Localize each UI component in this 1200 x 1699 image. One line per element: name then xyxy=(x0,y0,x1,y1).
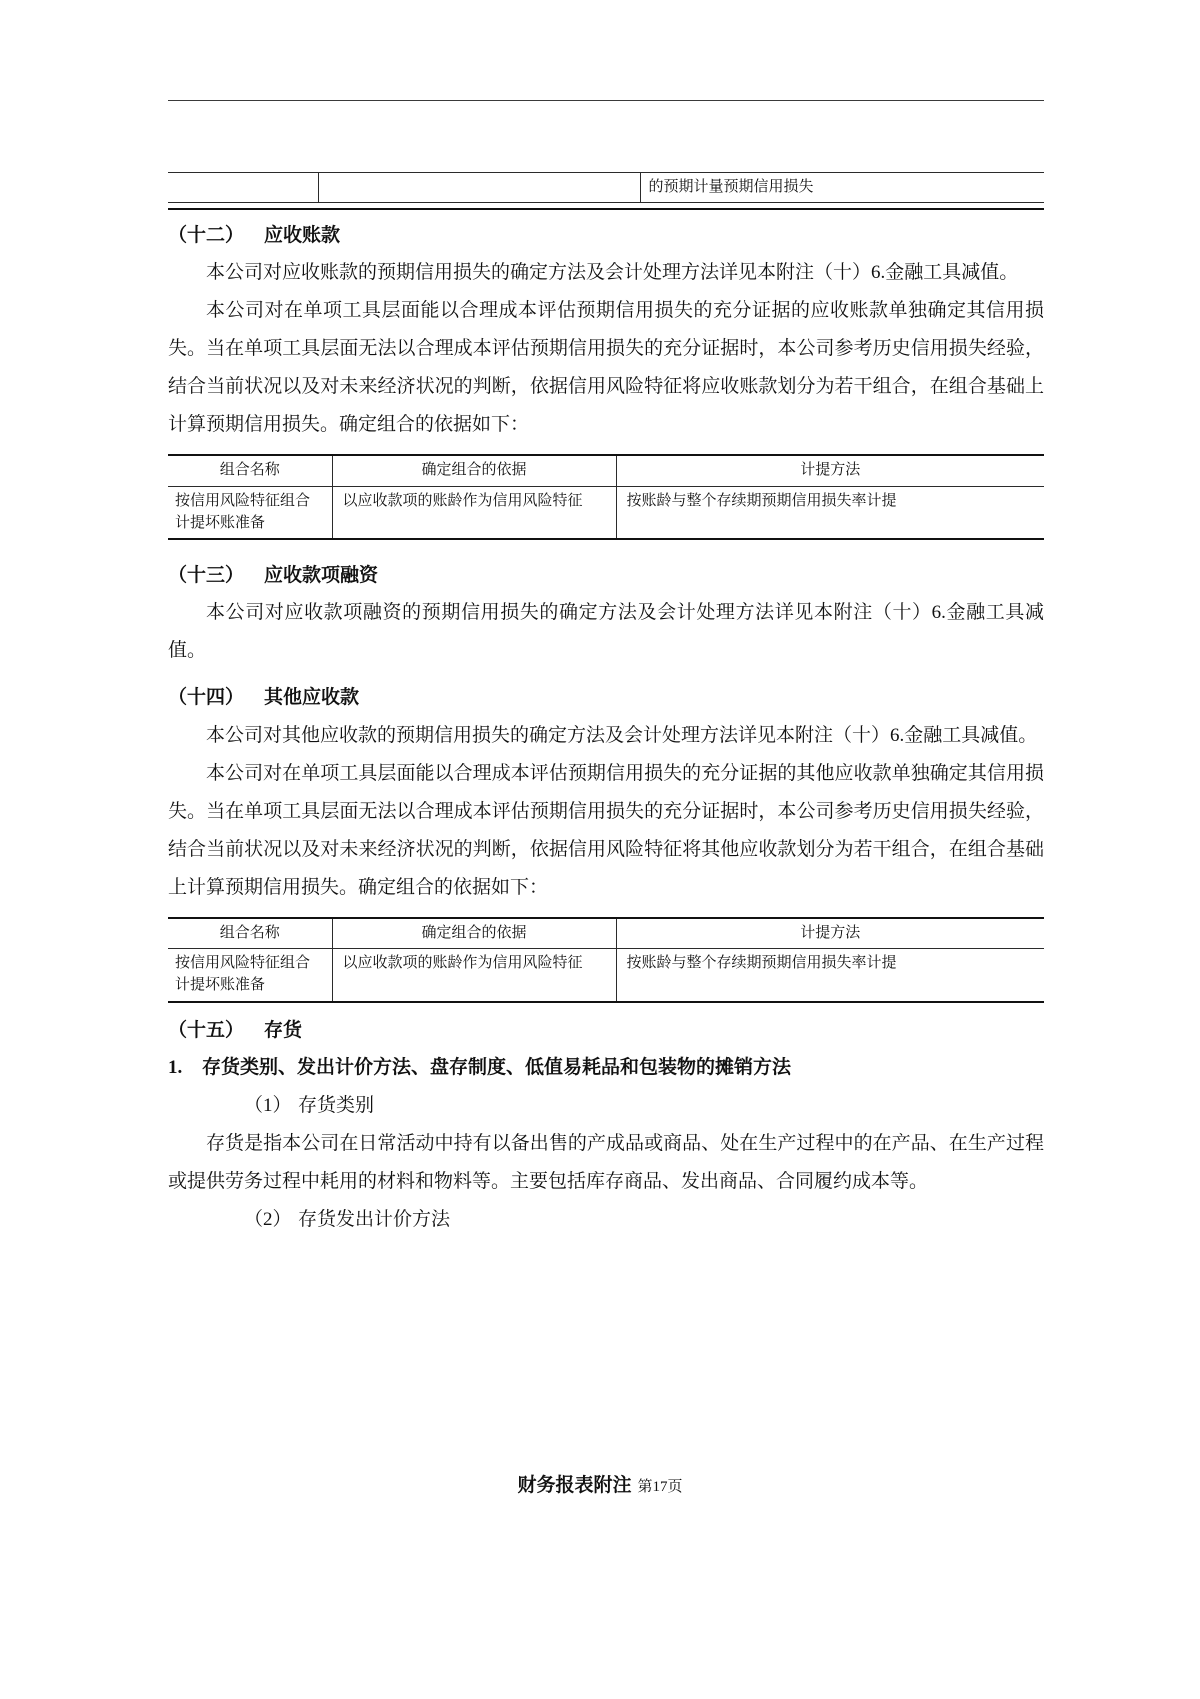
section-13-paragraph-1: 本公司对应收款项融资的预期信用损失的确定方法及会计处理方法详见本附注（十）6.金融工具减值。 xyxy=(168,602,1044,662)
cell-combination-name: 按信用风险特征组合计提坏账准备 xyxy=(168,486,332,539)
footer-page-number: 第17页 xyxy=(637,1479,683,1495)
item-title: 存货发出计价方法 xyxy=(298,1208,451,1230)
item-number: （1） xyxy=(244,1094,292,1116)
section-14-paragraph-2: 本公司对在单项工具层面能以合理成本评估预期信用损失的充分证据的其他应收款单独确定其信用损失。当在单项工具层面无法以合理成本评估预期信用损失的充分证据时，本公司参考历史信用损失经验，结合当前状况以及对未来经济状况的判断，依据信用风险特征将其他应收款划分为若干组合，在组合基础上计算预期信用损失。确定组合的依据如下： xyxy=(168,762,1044,898)
subsection-heading-15-1 xyxy=(168,1049,1044,1087)
section-title-12: 应收账款 xyxy=(264,225,341,246)
section-heading-13 xyxy=(168,558,1044,594)
table-header-row xyxy=(168,918,1044,949)
cell-combination-name: 按信用风险特征组合计提坏账准备 xyxy=(168,949,332,1002)
combination-table-receivables xyxy=(168,454,1044,540)
header-divider xyxy=(168,100,1044,101)
item-15-1-1-paragraph: 存货是指本公司在日常活动中持有以备出售的产成品或商品、处在生产过程中的在产品、在生产过程或提供劳务过程中耗用的材料和物料等。主要包括库存商品、发出商品、合同履约成本等。 xyxy=(168,1132,1044,1192)
section-number-15: （十五） xyxy=(168,1019,245,1041)
section-title-14: 其他应收款 xyxy=(264,687,360,709)
item-number: （2） xyxy=(244,1208,292,1230)
item-heading-15-1-1 xyxy=(168,1087,1044,1125)
continued-cell-empty-1 xyxy=(168,173,318,203)
continued-cell-text: 的预期计量预期信用损失 xyxy=(640,173,1044,203)
section-title-13: 应收款项融资 xyxy=(264,565,379,587)
item-heading-15-1-2 xyxy=(168,1201,1044,1239)
col-header-combination-name: 组合名称 xyxy=(168,918,332,949)
page-footer xyxy=(0,1470,1200,1497)
section-heading-15 xyxy=(168,1013,1044,1049)
table-row xyxy=(168,486,1044,539)
cell-basis: 以应收款项的账龄作为信用风险特征 xyxy=(332,949,616,1002)
document-body xyxy=(168,218,1044,1239)
table-row xyxy=(168,949,1044,1002)
col-header-combination-name: 组合名称 xyxy=(168,455,332,486)
section-12-paragraph-2: 本公司对在单项工具层面能以合理成本评估预期信用损失的充分证据的应收账款单独确定其信用损失。当在单项工具层面无法以合理成本评估预期信用损失的充分证据时，本公司参考历史信用损失经验，结合当前状况以及对未来经济状况的判断，依据信用风险特征将应收账款划分为若干组合，在组合基础上计算预期信用损失。确定组合的依据如下： xyxy=(168,300,1044,436)
continued-cell-empty-2 xyxy=(318,173,640,203)
table-header-row xyxy=(168,455,1044,486)
col-header-basis: 确定组合的依据 xyxy=(332,918,616,949)
subsection-title: 存货类别、发出计价方法、盘存制度、低值易耗品和包装物的摊销方法 xyxy=(202,1056,792,1078)
section-number-13: （十三） xyxy=(168,565,245,587)
section-heading-14 xyxy=(168,680,1044,716)
cell-method: 按账龄与整个存续期预期信用损失率计提 xyxy=(616,949,1044,1002)
section-number-12: （十二） xyxy=(168,225,245,246)
col-header-basis: 确定组合的依据 xyxy=(332,455,616,486)
section-14-paragraph-1: 本公司对其他应收款的预期信用损失的确定方法及会计处理方法详见本附注（十）6.金融工具减值。 xyxy=(206,724,1038,746)
combination-table-other-receivables xyxy=(168,917,1044,1003)
cell-basis: 以应收款项的账龄作为信用风险特征 xyxy=(332,486,616,539)
section-12-paragraph-1: 本公司对应收账款的预期信用损失的确定方法及会计处理方法详见本附注（十）6.金融工具减值。 xyxy=(206,262,1019,284)
subsection-number: 1. xyxy=(168,1056,183,1078)
section-heading-12 xyxy=(168,218,1044,254)
col-header-method: 计提方法 xyxy=(616,918,1044,949)
col-header-method: 计提方法 xyxy=(616,455,1044,486)
section-number-14: （十四） xyxy=(168,687,245,709)
footer-label: 财务报表附注 xyxy=(517,1475,632,1496)
cell-method: 按账龄与整个存续期预期信用损失率计提 xyxy=(616,486,1044,539)
continued-table xyxy=(168,172,1044,203)
item-title: 存货类别 xyxy=(298,1094,375,1116)
continued-table-bottom-rule xyxy=(168,208,1044,210)
table-row xyxy=(168,173,1044,203)
section-title-15: 存货 xyxy=(264,1019,303,1041)
